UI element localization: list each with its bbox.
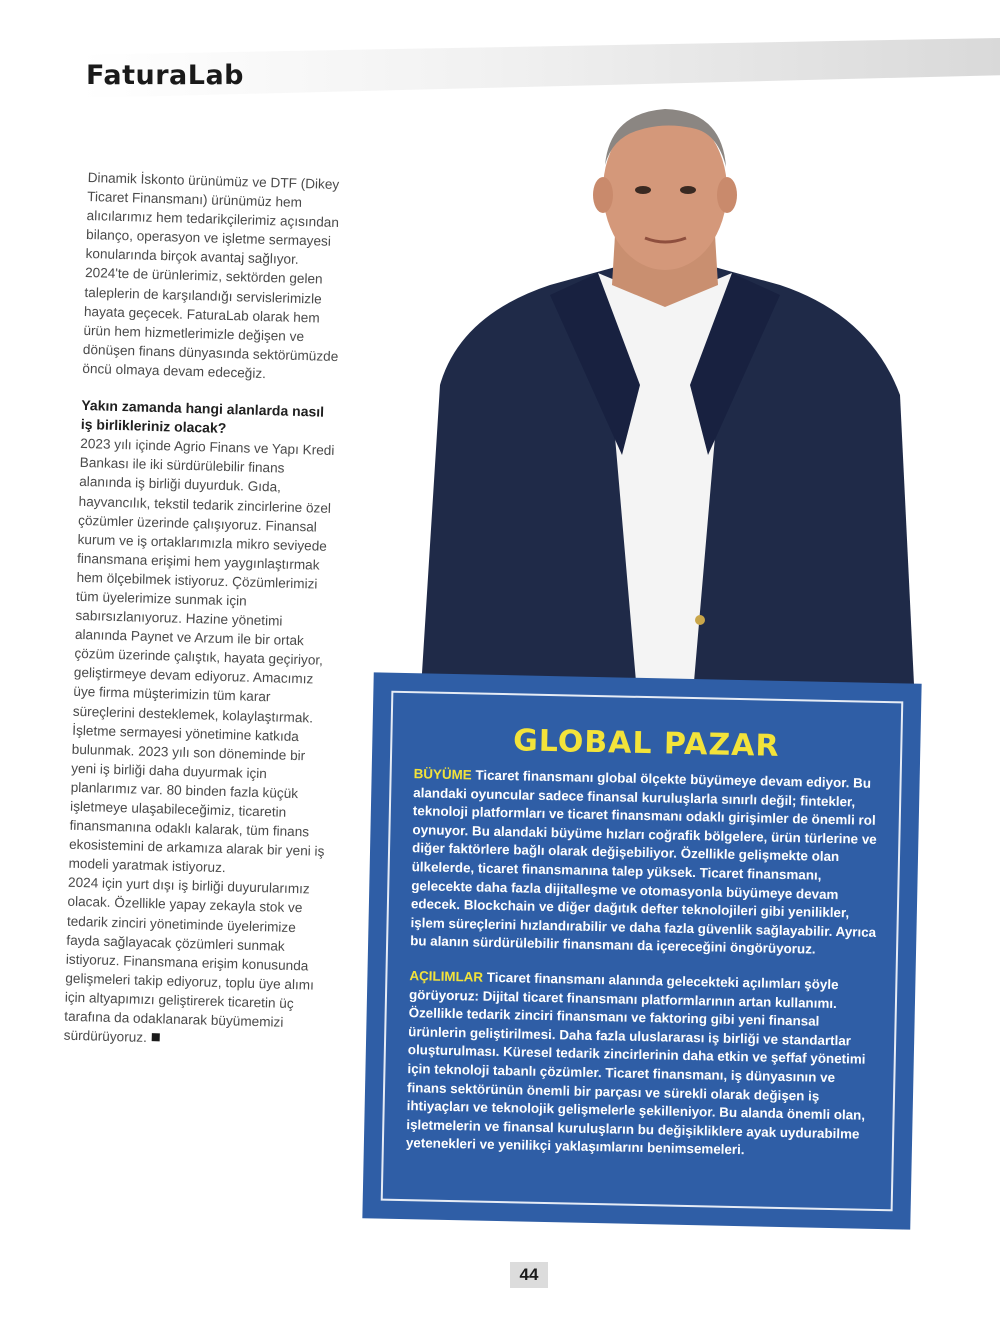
growth-keyword: BÜYÜME bbox=[413, 766, 472, 783]
interview-question: Yakın zamanda hangi alanlarda nasıl iş birlikleriniz olacak? bbox=[80, 396, 325, 437]
page-number: 44 bbox=[510, 1262, 548, 1288]
portrait-photo bbox=[400, 95, 930, 705]
portrait-illustration bbox=[400, 95, 930, 705]
right-ear bbox=[717, 177, 737, 213]
openings-keyword: AÇILIMLAR bbox=[409, 968, 484, 985]
interview-answer: 2023 yılı içinde Agrio Finans ve Yapı Kredi Bankası ile iki sürdürülebilir finans alanında iş birliği duyurduk. Gıda, hayvancılık, tekstil tedarik zincirlerine özel çözümler üzerinde çalışıyoruz. Finansal kurum ve iş ortaklarımızla mikro seviyede finansmana erişimi hem yaygınlaştırmak hem ölçebilmek istiyoruz. Çözümlerimizi tüm üyelerimize sunmak için sabırsızlanıyoruz. Hazine yönetimi alanında Paynet ve Arzum ile bir ortak çözüm üzerinde çalıştık, hayata geçiriyor, geliştirmeye devam ediyoruz. Amacımız üye firma müşterimizin tüm karar süreçlerini desteklemek, kolaylaştırmak. İşletme sermayesi yönetimine katkıda bulunmak. 2023 yılı son döneminde bir yeni iş birliği daha duyurmak için planlarımız var. 80 binden fazla küçük işletmeye ulaşabileceğimiz, ticaretin finansmanına odaklı kalarak, tüm finans ekosistemini de arkamıza alarak bir yeni iş modeli yaratmak istiyoruz. bbox=[68, 436, 335, 876]
end-mark-icon bbox=[152, 1033, 160, 1041]
article-column bbox=[64, 168, 346, 1052]
jacket-button bbox=[695, 615, 705, 625]
interview-answer-continued bbox=[64, 873, 327, 1052]
global-market-box bbox=[362, 672, 921, 1229]
answer-text: 2024 için yurt dışı iş birliği duyurularımız olacak. Özellikle yapay zekayla stok ve tedarik zinciri yönetiminde üyelerimize fayda sağlayacak çözümleri sunmak istiyoruz. Finansmana erişim konusunda gelişmeleri takip ediyoruz, toplu üye alımı için altyapımızı geliştirerek ticaretin üç tarafına da odaklanarak büyümemizi sürdürüyoruz. bbox=[63, 875, 315, 1046]
article-intro: Dinamik İskonto ürünümüz ve DTF (Dikey Ticaret Finansmanı) ürünümüz hem alıcılarımız hem tedarikçilerimiz açısından bilanço, operasyon ve işletme sermayesi konularında birçok avantaj sağlıyor. 2024'te de ürünlerimiz, sektörden gelen taleplerin de karşılandığı servislerimizle hayata geçecek. FaturaLab olarak hem ürün hem hizmetlerimizle değişen ve dönüşen finans dünyasında sektörümüzde öncü olmaya devam edeceğiz. bbox=[82, 169, 340, 381]
left-ear bbox=[593, 177, 613, 213]
box-title: GLOBAL PAZAR bbox=[512, 723, 780, 764]
openings-paragraph bbox=[406, 967, 878, 1163]
growth-paragraph bbox=[410, 765, 882, 961]
openings-text: Ticaret finansmanı alanında gelecekteki açılımları şöyle görüyoruz: Dijital ticaret finansmanı platformlarının artan kullanımı. Özellikle tedarik zinciri finansmanı ve faktoring gibi yeni finansal ürünlerin geliştirilmesi. Daha fazla uluslararası iş birliği ve standartlar oluşturulması. Küresel tedarik zincirlerinin daha etkin ve şeffaf yönetimi için teknoloji tabanlı çözümler. Ticaret finansmanı, iş dünyasının ve finans sektörünün önemli bir parçası ve sürekli olarak değişen iş ihtiyaçları ve teknolojik gelişmelerle şekilleniyor. Bu alanda önemli olan, işletmelerin ve finansal kuruluşların bu değişikliklere ayak uydurabilme yetenekleri ve yenilikçi yaklaşımlarını benimsemeleri. bbox=[405, 969, 866, 1158]
left-eye bbox=[635, 186, 651, 194]
right-eye bbox=[680, 186, 696, 194]
brand-title: FaturaLab bbox=[86, 60, 244, 91]
box-body bbox=[405, 765, 881, 1179]
growth-text: Ticaret finansmanı global ölçekte büyümeye devam ediyor. Bu alandaki oyuncular sadece finansal kuruluşlarla sınırlı değil; fintekler, teknoloji platformları ve ticaret finansmanı odaklı girişimler de önemli rol oynuyor. Bu alandaki büyüme hızları coğrafik bölgelere, ürün türlerine ve diğer faktörlere bağlı olarak değişebiliyor. Özellikle gelişmekte olan ülkelerde, ticaret finansmanına talep yüksek. Ticaret finansmanı, gelecekte daha fazla dijitalleşme ve otomasyonla büyümeye devam edecek. Blockchain ve diğer dağıtık defter teknolojileri gibi yenilikler, işlem süreçlerini hızlandırabilir ve daha fazla güvenlik sağlayabilir. Ayrıca bu alanın sürdürülebilir finansmanı da içereceğini öngörüyoruz. bbox=[410, 767, 877, 957]
